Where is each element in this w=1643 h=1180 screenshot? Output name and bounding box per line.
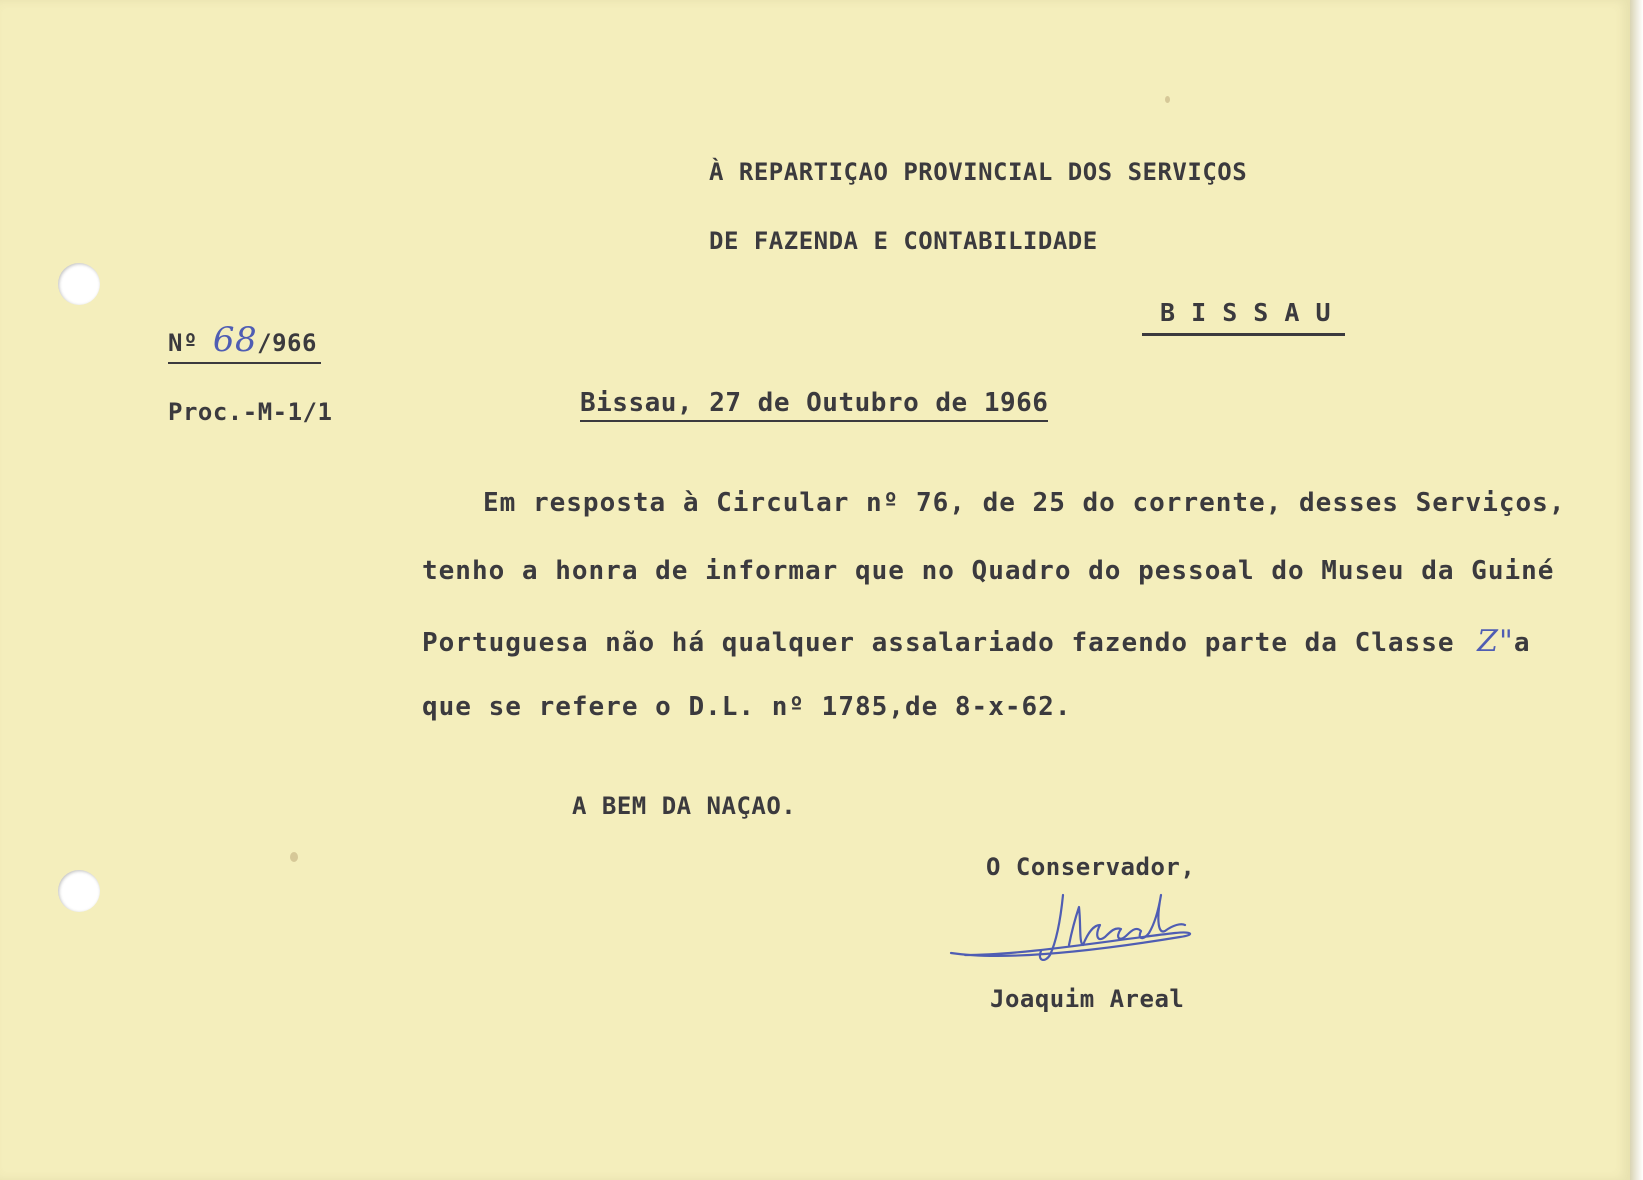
body-line-3	[422, 624, 1530, 659]
number-year: /966	[257, 329, 317, 357]
handwritten-number: 68	[212, 320, 258, 360]
body-line-1: Em resposta à Circular nº 76, de 25 do corrente, desses Serviços,	[483, 488, 1566, 518]
signatory-name: Joaquim Areal	[990, 985, 1185, 1013]
handwritten-signature	[945, 885, 1245, 985]
punch-hole-bottom	[58, 870, 100, 912]
reference-number	[168, 320, 321, 364]
body-line-2: tenho a honra de informar que no Quadro do pessoal do Museu da Guiné	[422, 556, 1555, 586]
addressee-line-2: DE FAZENDA E CONTABILIDADE	[709, 227, 1098, 255]
punch-hole-top	[58, 263, 100, 305]
dateline: Bissau, 27 de Outubro de 1966	[580, 388, 1048, 422]
signatory-title: O Conservador,	[986, 853, 1196, 881]
body-line-3-text: Portuguesa não há qualquer assalariado fazendo parte da Classe	[422, 628, 1455, 658]
closing-salutation: A BEM DA NAÇAO.	[572, 792, 797, 820]
paper-speck	[290, 852, 298, 862]
number-prefix: Nº	[168, 329, 198, 357]
addressee-line-1: À REPARTIÇAO PROVINCIAL DOS SERVIÇOS	[709, 158, 1248, 186]
addressee-city: B I S S A U	[1142, 298, 1345, 336]
page-edge	[1630, 0, 1643, 1180]
body-line-3-end: a	[1513, 628, 1531, 658]
body-line-4: que se refere o D.L. nº 1785,de 8-x-62.	[422, 692, 1072, 722]
process-reference: Proc.-M-1/1	[168, 398, 333, 426]
paper-speck	[1165, 96, 1170, 103]
handwritten-class: Z"	[1477, 624, 1514, 659]
